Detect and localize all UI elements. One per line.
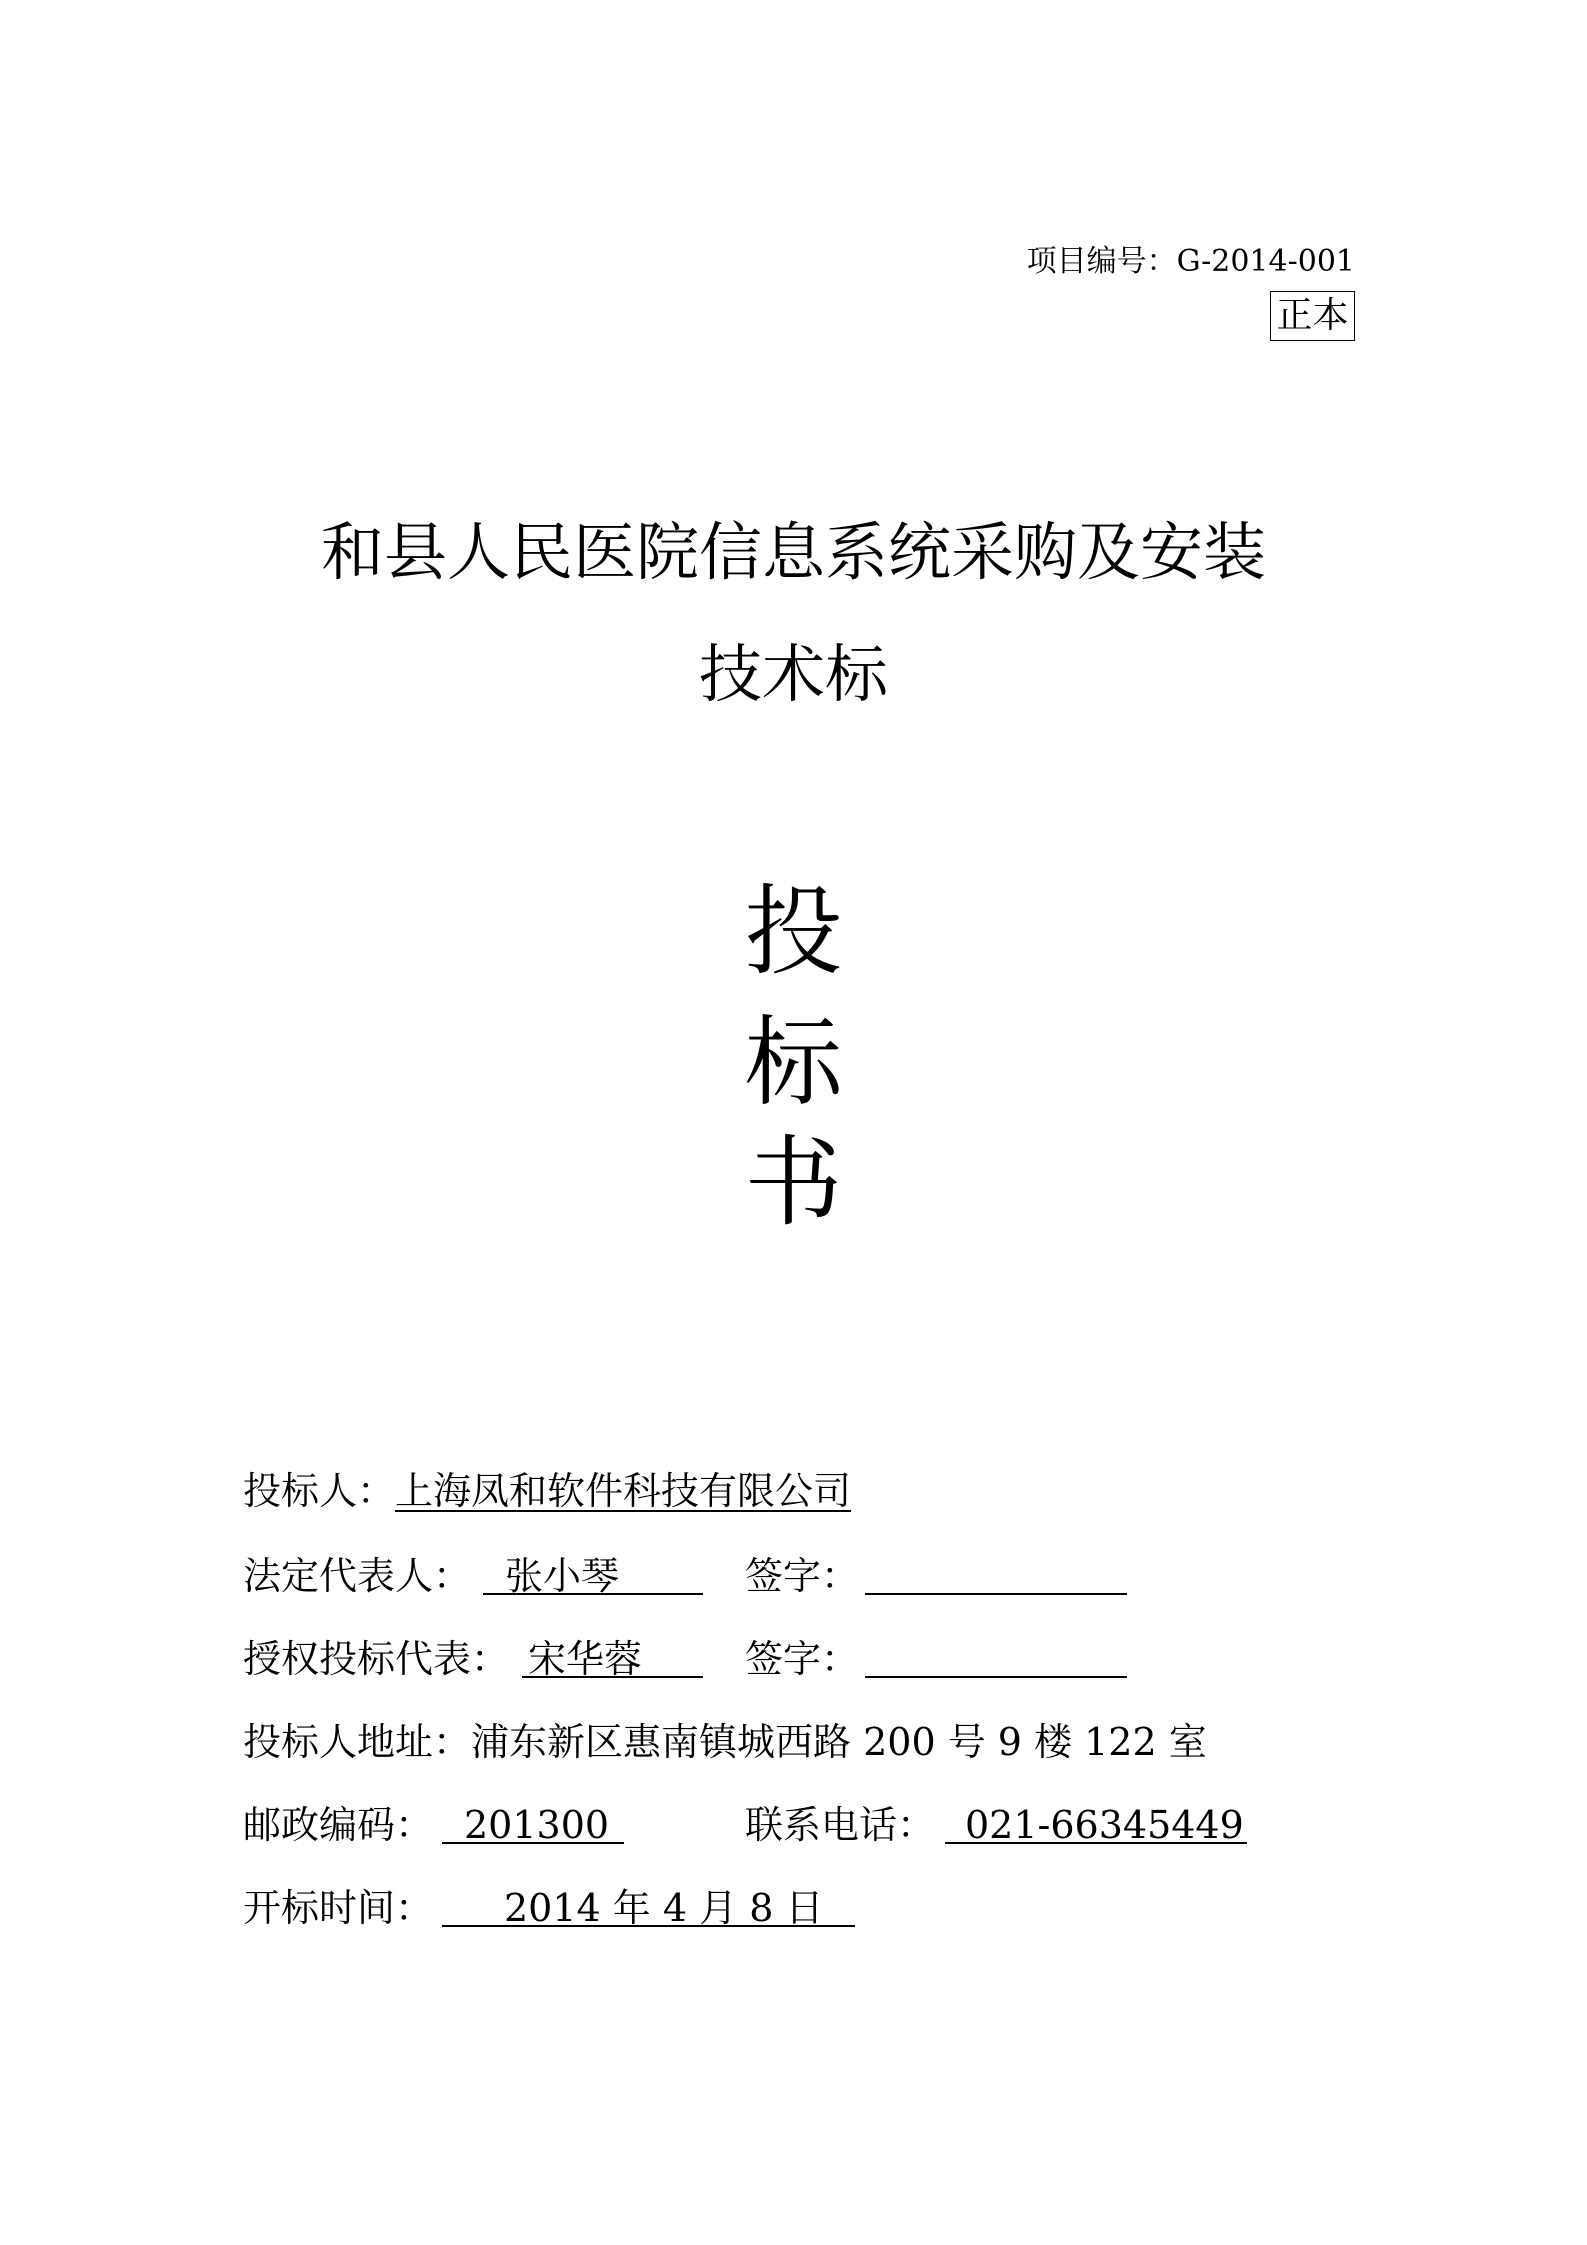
postcode-row (243, 1800, 433, 1850)
document-subtitle: 技术标 (699, 638, 888, 711)
phone-value: 021-66345449 (965, 1803, 1244, 1847)
opening-time-value-field (442, 1883, 855, 1930)
auth-rep-value: 宋华蓉 (528, 1637, 643, 1681)
auth-rep-signature-line (865, 1676, 1127, 1678)
legal-rep-signature-label: 签字： (745, 1554, 860, 1598)
auth-rep-row (243, 1634, 509, 1684)
opening-time-label: 开标时间： (243, 1886, 434, 1930)
postcode-value: 201300 (464, 1803, 610, 1847)
legal-rep-signature-line (865, 1593, 1127, 1595)
phone-label: 联系电话： (745, 1803, 936, 1847)
phone-value-field (945, 1800, 1247, 1847)
postcode-value-field (442, 1800, 624, 1847)
doc-type-char-2: 标 (744, 1006, 843, 1120)
auth-rep-signature-label: 签字： (745, 1637, 860, 1681)
document-title: 和县人民医院信息系统采购及安装 (321, 516, 1266, 589)
bidder-value: 上海凤和软件科技有限公司 (395, 1469, 852, 1513)
bidder-row (243, 1466, 851, 1516)
address-value: 浦东新区惠南镇城西路 200 号 9 楼 122 室 (471, 1720, 1207, 1764)
legal-rep-value: 张小琴 (505, 1554, 620, 1598)
legal-rep-row (243, 1551, 471, 1601)
project-number: 项目编号：G-2014-001 (1026, 244, 1355, 279)
legal-rep-label: 法定代表人： (243, 1554, 472, 1598)
auth-rep-label: 授权投标代表： (243, 1637, 510, 1681)
address-label: 投标人地址： (243, 1720, 472, 1764)
opening-time-value: 2014 年 4 月 8 日 (504, 1886, 824, 1930)
postcode-label: 邮政编码： (243, 1803, 434, 1847)
original-copy-label: 正本 (1270, 291, 1355, 341)
bidder-label: 投标人： (243, 1469, 396, 1513)
doc-type-char-3: 书 (744, 1126, 843, 1240)
doc-type-char-1: 投 (744, 875, 843, 989)
auth-rep-value-field (522, 1634, 703, 1681)
opening-time-row (243, 1883, 433, 1933)
legal-rep-value-field (483, 1551, 703, 1598)
address-row (243, 1717, 1207, 1767)
